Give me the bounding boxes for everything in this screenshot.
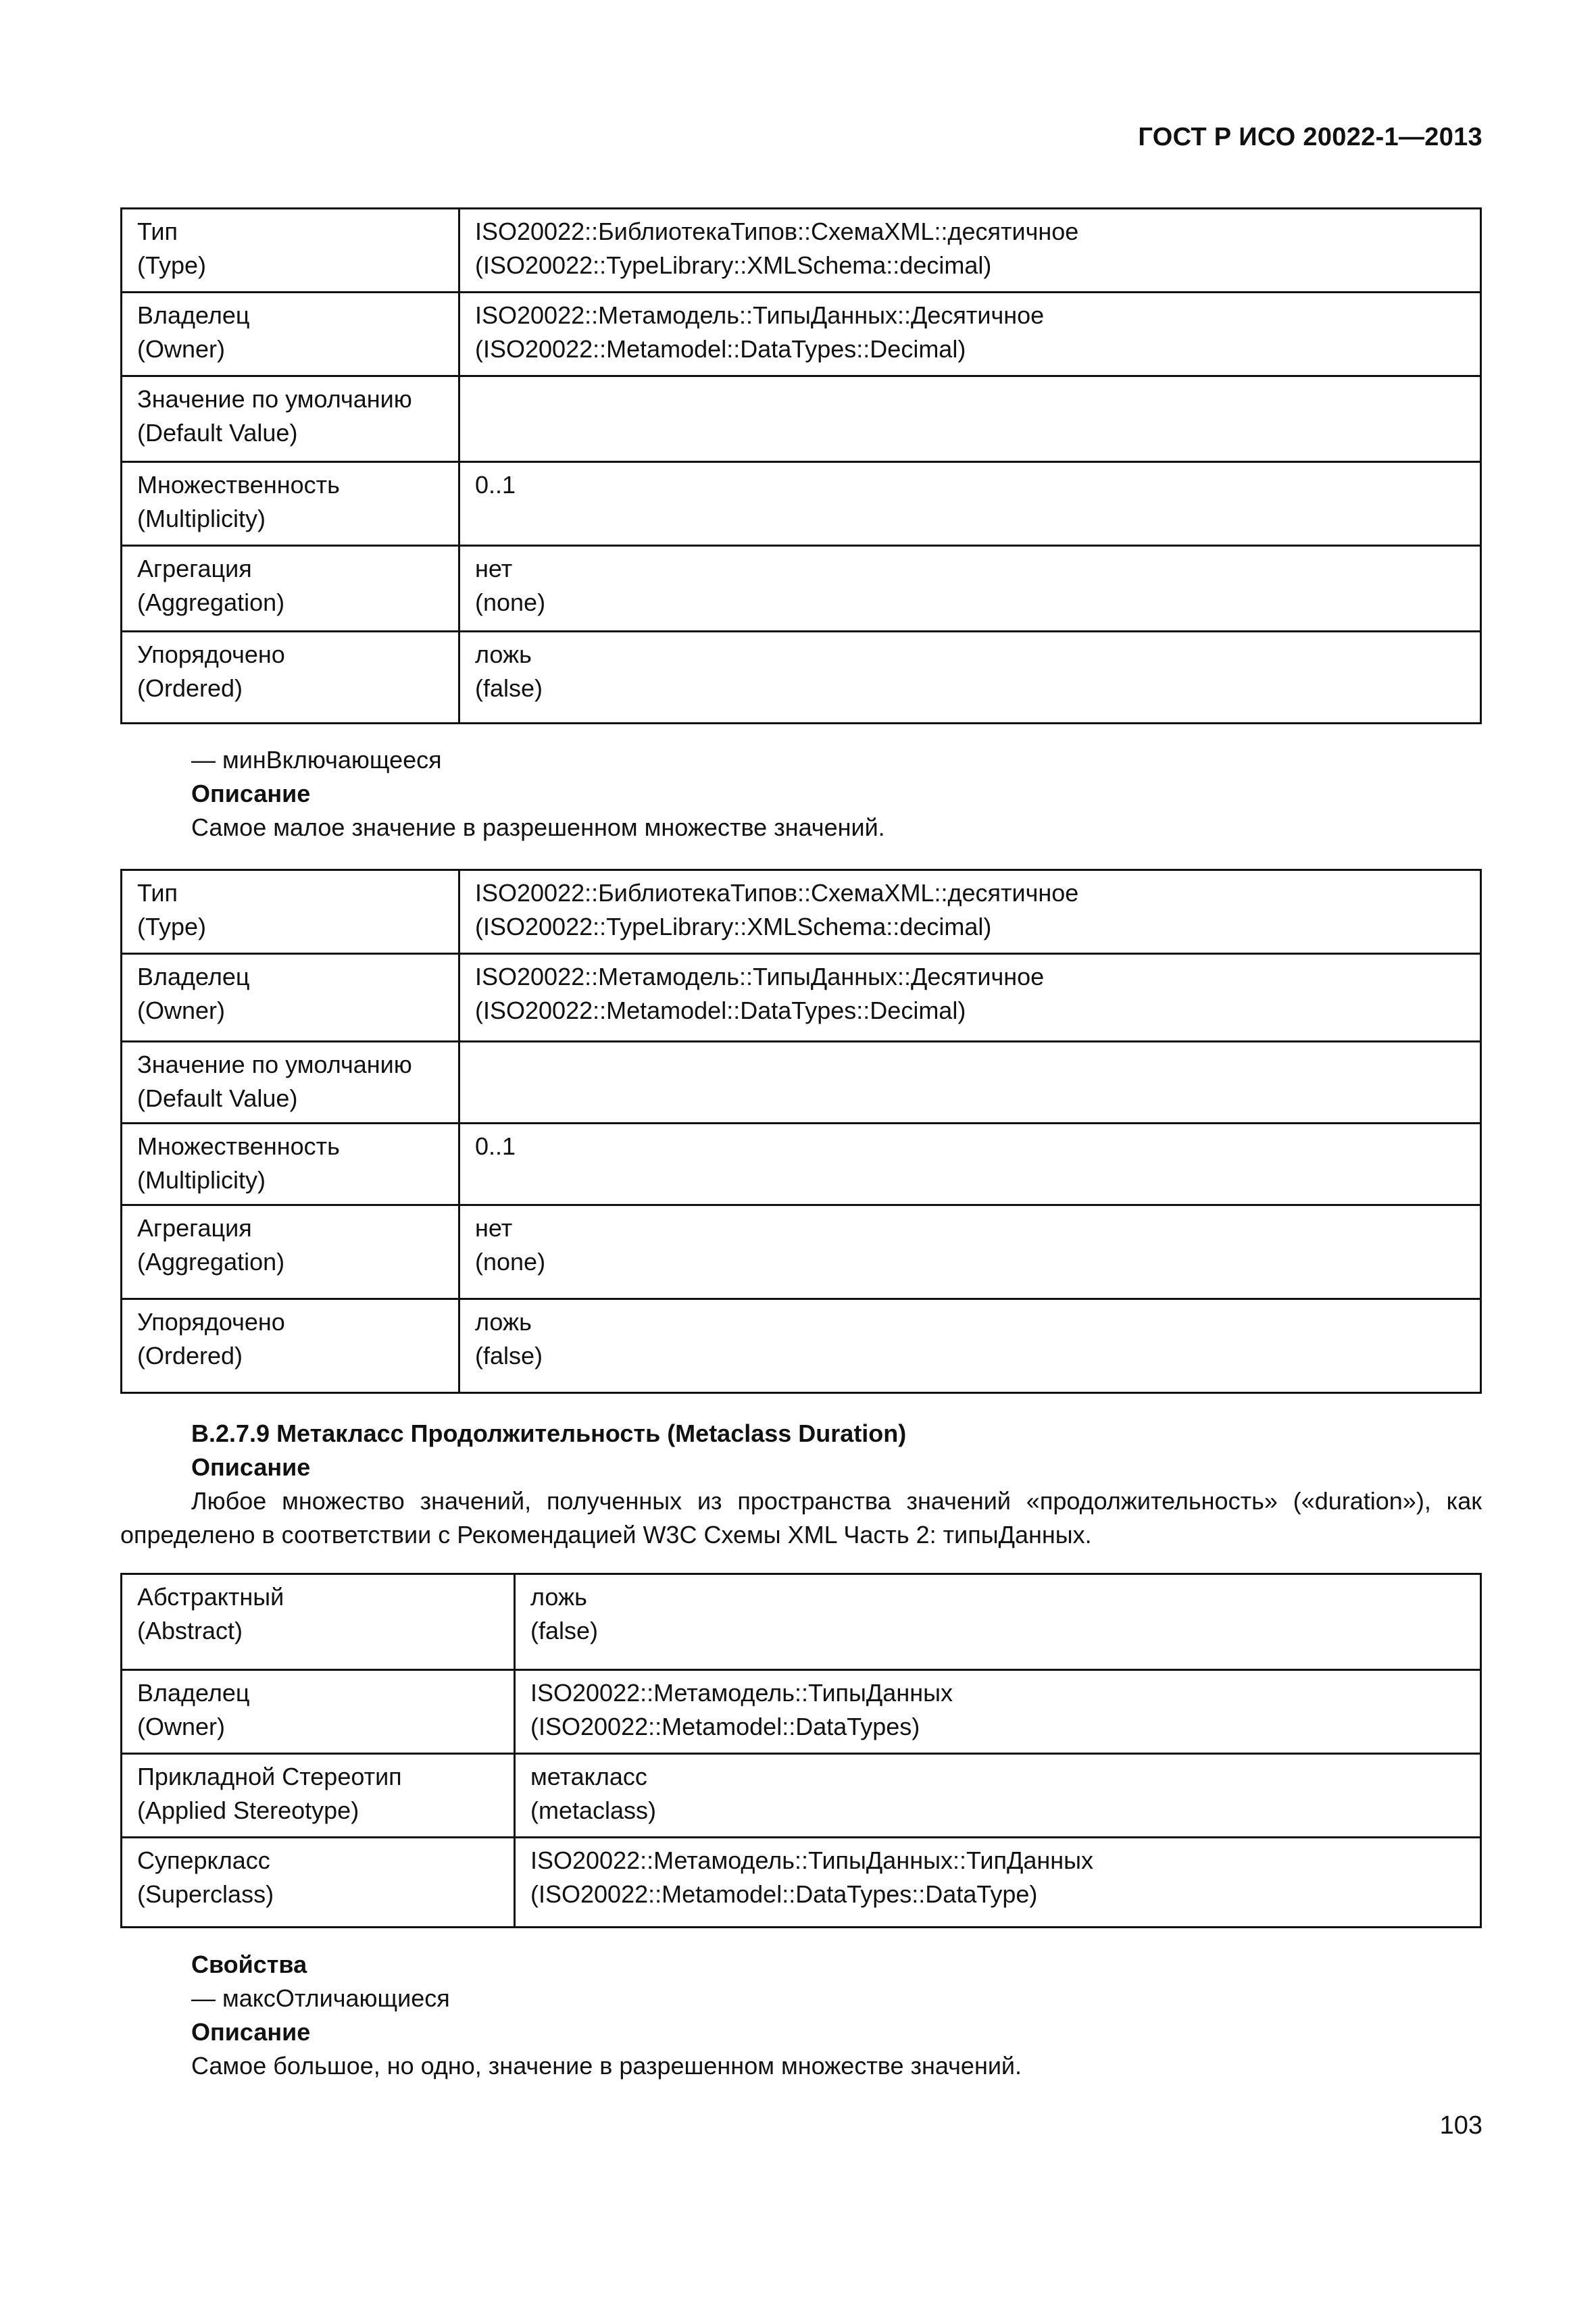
table-row [122,954,1481,1042]
value-en: (false) [475,1342,543,1369]
description-heading: Описание [191,1453,311,1481]
label-en: (Default Value) [137,419,298,447]
property-value-cell [459,1205,1481,1299]
property-label-cell [122,1299,459,1393]
property-label-cell [122,209,459,293]
table-row [122,1754,1481,1838]
description-text: Любое множество значений, полученных из пространства значений «продолжительность» («duration»), как определено в соответствии с Рекомендацией W3C Схемы XML Часть 2: типыДанных. [120,1487,1482,1549]
property-label-cell [122,462,459,546]
label-ru: Множественность [137,1132,340,1160]
property-label-cell [122,376,459,462]
property-value-cell [459,1124,1481,1205]
table-row [122,376,1481,462]
property-label-cell [122,546,459,632]
property-value-cell [459,293,1481,376]
table-row [122,1670,1481,1754]
property-value-cell [459,632,1481,724]
table-row [122,632,1481,724]
property-table-1 [120,207,1482,724]
property-table-3 [120,1573,1482,1928]
table-row [122,1205,1481,1299]
value-ru: ложь [475,640,532,668]
property-label-cell [122,954,459,1042]
value-ru: 0..1 [475,471,516,499]
value-en: (none) [475,1248,546,1276]
properties-heading: Свойства [191,1951,307,1978]
label-ru: Значение по умолчанию [137,1051,412,1078]
description-heading: Описание [191,780,311,807]
description-text: Самое большое, но одно, значение в разрешенном множестве значений. [191,2052,1022,2080]
value-en: (false) [475,674,543,702]
label-ru: Упорядочено [137,640,285,668]
property-value-cell [459,376,1481,462]
label-ru: Агрегация [137,1214,252,1242]
value-ru: ложь [475,1308,532,1336]
table-row [122,546,1481,632]
property-value-cell [515,1754,1481,1838]
label-ru: Владелец [137,963,250,990]
property-value-cell [459,954,1481,1042]
value-ru: 0..1 [475,1132,516,1160]
value-ru: нет [475,555,513,582]
label-en: (Aggregation) [137,588,285,616]
label-ru: Абстрактный [137,1583,284,1611]
property-item-max-exclusive: — максОтличающиеся [191,1984,450,2012]
label-ru: Тип [137,879,178,907]
table-row [122,293,1481,376]
label-en: (Type) [137,251,207,279]
label-en: (Aggregation) [137,1248,285,1276]
value-ru: нет [475,1214,513,1242]
value-ru: ISO20022::БиблиотекаТипов::СхемаXML::десятичное [475,879,1079,907]
document-id-header: ГОСТ Р ИСО 20022-1—2013 [1138,123,1482,151]
property-label-cell [122,1124,459,1205]
label-en: (Multiplicity) [137,1166,266,1194]
property-label-cell [122,1205,459,1299]
property-item-min-inclusive: — минВключающееся [191,746,442,774]
table-row [122,1124,1481,1205]
label-en: (Superclass) [137,1880,274,1908]
label-ru: Тип [137,218,178,245]
label-en: (Owner) [137,997,226,1024]
value-ru: ISO20022::Метамодель::ТипыДанных::Десятичное [475,963,1045,990]
table-row [122,462,1481,546]
value-ru: ISO20022::Метамодель::ТипыДанных::Десятичное [475,301,1045,329]
property-label-cell [122,1042,459,1124]
label-en: (Ordered) [137,674,243,702]
value-en: (ISO20022::TypeLibrary::XMLSchema::decimal) [475,913,992,940]
label-ru: Значение по умолчанию [137,385,412,413]
table-row [122,1574,1481,1670]
property-value-cell [459,1042,1481,1124]
value-en: (none) [475,588,546,616]
property-value-cell [515,1838,1481,1928]
value-en: (ISO20022::Metamodel::DataTypes::DataType) [530,1880,1038,1908]
value-ru: метакласс [530,1763,647,1790]
table-row [122,1299,1481,1393]
label-en: (Default Value) [137,1084,298,1112]
label-ru: Множественность [137,471,340,499]
description-text: Самое малое значение в разрешенном множестве значений. [191,813,885,841]
value-ru: ISO20022::БиблиотекаТипов::СхемаXML::десятичное [475,218,1079,245]
section-heading-duration: B.2.7.9 Метакласс Продолжительность (Metaclass Duration) [191,1419,907,1447]
property-value-cell [459,870,1481,954]
table-row [122,1042,1481,1124]
label-ru: Прикладной Стереотип [137,1763,402,1790]
value-ru: ISO20022::Метамодель::ТипыДанных::ТипДанных [530,1846,1094,1874]
value-en: (ISO20022::Metamodel::DataTypes::Decimal) [475,335,966,363]
value-en: (ISO20022::Metamodel::DataTypes) [530,1713,920,1740]
label-ru: Суперкласс [137,1846,270,1874]
property-value-cell [515,1574,1481,1670]
label-en: (Type) [137,913,207,940]
property-value-cell [459,546,1481,632]
value-en: (false) [530,1617,599,1644]
property-label-cell [122,870,459,954]
table-row [122,1838,1481,1928]
property-label-cell [122,632,459,724]
property-label-cell [122,1670,515,1754]
page-number: 103 [1439,2111,1482,2140]
description-heading: Описание [191,2018,311,2046]
label-en: (Owner) [137,1713,226,1740]
label-ru: Владелец [137,1679,250,1707]
property-label-cell [122,1838,515,1928]
label-en: (Abstract) [137,1617,243,1644]
property-value-cell [459,209,1481,293]
property-label-cell [122,1754,515,1838]
property-value-cell [459,462,1481,546]
property-value-cell [515,1670,1481,1754]
property-label-cell [122,1574,515,1670]
value-en: (metaclass) [530,1796,657,1824]
label-ru: Владелец [137,301,250,329]
label-en: (Owner) [137,335,226,363]
table-row [122,209,1481,293]
value-en: (ISO20022::Metamodel::DataTypes::Decimal) [475,997,966,1024]
label-en: (Ordered) [137,1342,243,1369]
property-label-cell [122,293,459,376]
table-row [122,870,1481,954]
property-table-2 [120,869,1482,1394]
value-ru: ISO20022::Метамодель::ТипыДанных [530,1679,953,1707]
value-en: (ISO20022::TypeLibrary::XMLSchema::decimal) [475,251,992,279]
label-en: (Multiplicity) [137,505,266,532]
label-ru: Агрегация [137,555,252,582]
label-en: (Applied Stereotype) [137,1796,359,1824]
value-ru: ложь [530,1583,587,1611]
property-value-cell [459,1299,1481,1393]
label-ru: Упорядочено [137,1308,285,1336]
